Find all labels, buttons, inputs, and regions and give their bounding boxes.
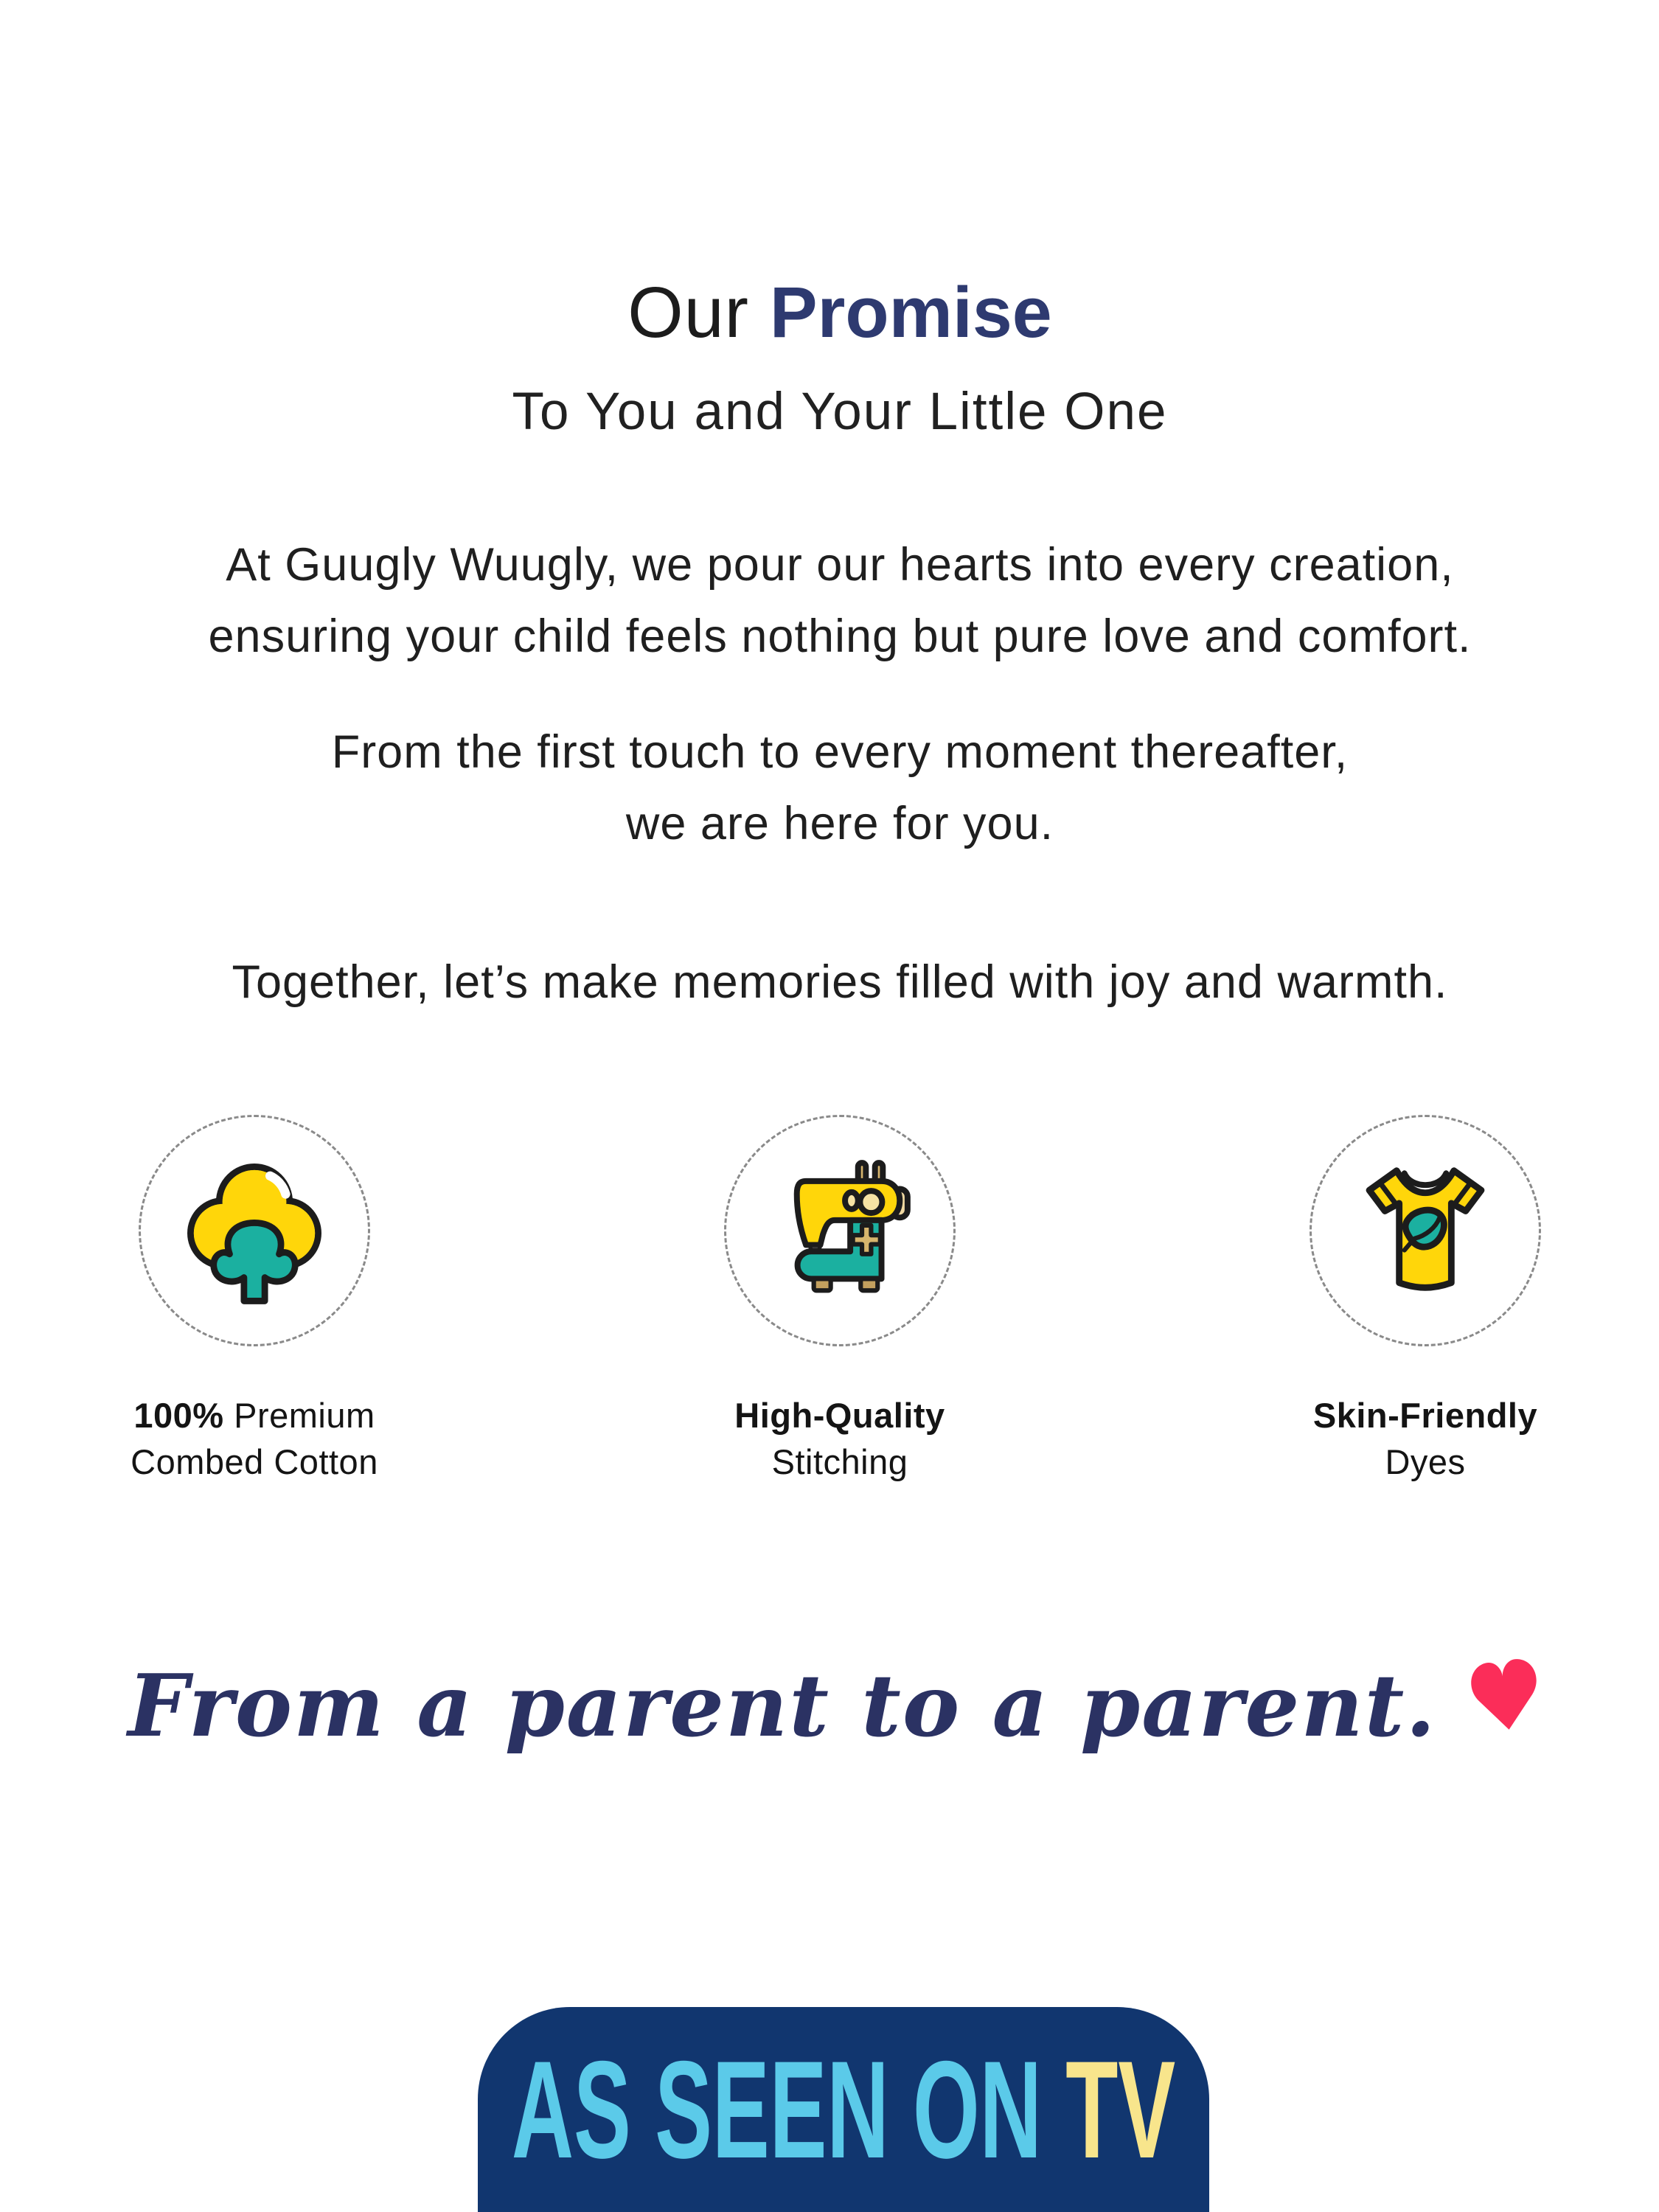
title-prefix: Our (627, 272, 770, 352)
banner-text-tv: TV (1065, 2032, 1176, 2187)
as-seen-on-tv-banner (478, 2007, 1209, 2212)
promise-paragraph-2 (10, 717, 1659, 860)
banner-text-main: AS SEEN ON (511, 2032, 1066, 2187)
page-title (10, 271, 1659, 354)
feature-skin-friendly-dyes (1195, 1115, 1655, 1485)
feature-label-line1: High-Quality (734, 1396, 945, 1435)
cotton-icon-circle (139, 1115, 370, 1346)
promise-paragraph-1 (10, 529, 1659, 672)
tagline-text: From a parent to a parent. (128, 1656, 1437, 1756)
banner-text (512, 2030, 1175, 2189)
promise-paragraph-3: Together, let’s make memories filled with joy and warmth. (232, 956, 1448, 1008)
features-row (10, 1115, 1659, 1485)
feature-label (131, 1392, 378, 1485)
cotton-icon (176, 1152, 333, 1309)
paragraph-line: ensuring your child feels nothing but pure love and comfort. (208, 611, 1472, 662)
feature-label (1313, 1392, 1537, 1485)
tshirt-icon (1347, 1152, 1503, 1309)
feature-label-line1: Skin-Friendly (1312, 1396, 1538, 1435)
paragraph-line: At Guugly Wuugly, we pour our hearts into every creation, (226, 539, 1454, 591)
paragraph-line: we are here for you. (625, 798, 1054, 849)
sewing-machine-icon (762, 1152, 918, 1309)
heart-icon (1452, 1641, 1558, 1752)
sewing-machine-icon-circle (724, 1115, 956, 1346)
feature-stitching (610, 1115, 1070, 1485)
feature-combed-cotton (24, 1115, 484, 1485)
tshirt-icon-circle (1310, 1115, 1541, 1346)
feature-label (734, 1392, 945, 1485)
paragraph-line: From the first touch to every moment thereafter, (331, 726, 1349, 778)
feature-label-line1: 100% Premium (133, 1396, 375, 1435)
page-subtitle: To You and Your Little One (512, 383, 1168, 441)
tagline (10, 1646, 1659, 1756)
title-emphasis: Promise (769, 272, 1052, 352)
feature-label-line2: Dyes (1385, 1442, 1466, 1481)
feature-label-line2: Stitching (771, 1442, 908, 1481)
feature-label-line2: Combed Cotton (131, 1442, 378, 1481)
